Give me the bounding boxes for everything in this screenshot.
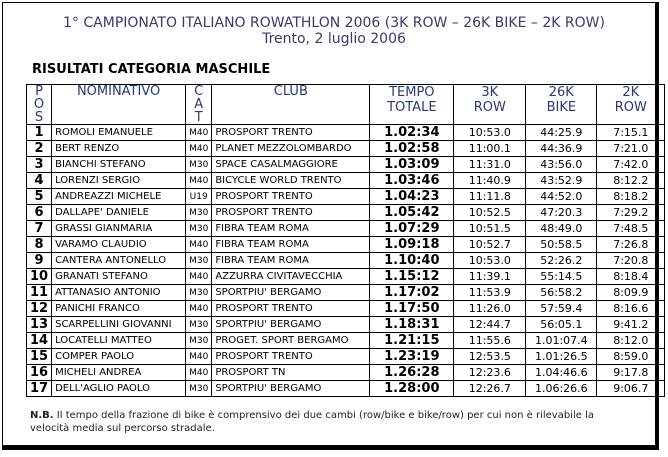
row-3k-cell: 10:53.0 [454,253,526,269]
row-3k-cell: 12:53.5 [454,349,526,365]
name-cell: BIANCHI STEFANO [52,157,186,173]
name-cell: BERT RENZO [52,141,186,157]
row-3k-cell: 12:26.7 [454,381,526,397]
row-2k-cell: 8:18.2 [597,189,665,205]
bike-26k-cell: 52:26.2 [526,253,597,269]
bike-26k-cell: 1.01:07.4 [526,333,597,349]
row-2k-cell: 7:26.8 [597,237,665,253]
position-cell: 6 [27,205,52,221]
header-cat: C A T [186,85,212,125]
position-cell: 14 [27,333,52,349]
name-cell: PANICHI FRANCO [52,301,186,317]
row-2k-cell: 7:21.0 [597,141,665,157]
name-cell: ROMOLI EMANUELE [52,125,186,141]
total-time-cell: 1.17:50 [370,301,454,317]
row-3k-cell: 10:52.7 [454,237,526,253]
name-cell: SCARPELLINI GIOVANNI [52,317,186,333]
table-row [27,141,665,157]
bike-26k-cell: 1.01:26.5 [526,349,597,365]
category-cell: M30 [186,317,212,333]
total-time-cell: 1.02:58 [370,141,454,157]
club-cell: BICYCLE WORLD TRENTO [212,173,370,189]
position-cell: 4 [27,173,52,189]
category-cell: U19 [186,189,212,205]
table-row [27,173,665,189]
total-time-cell: 1.21:15 [370,333,454,349]
row-3k-cell: 11:31.0 [454,157,526,173]
total-time-cell: 1.26:28 [370,365,454,381]
row-2k-cell: 7:29.2 [597,205,665,221]
category-cell: M30 [186,221,212,237]
club-cell: PROSPORT TRENTO [212,125,370,141]
table-row [27,365,665,381]
row-2k-cell: 9:17.8 [597,365,665,381]
results-table [26,84,665,397]
total-time-cell: 1.04:23 [370,189,454,205]
name-cell: VARAMO CLAUDIO [52,237,186,253]
club-cell: SPORTPIU' BERGAMO [212,317,370,333]
name-cell: MICHELI ANDREA [52,365,186,381]
category-cell: M40 [186,141,212,157]
position-cell: 17 [27,381,52,397]
total-time-cell: 1.07:29 [370,221,454,237]
position-cell: 12 [27,301,52,317]
row-3k-cell: 12:44.7 [454,317,526,333]
header-row2k: 2K ROW [597,85,665,125]
club-cell: SPACE CASALMAGGIORE [212,157,370,173]
header-row [27,85,665,125]
name-cell: DALLAPE' DANIELE [52,205,186,221]
position-cell: 7 [27,221,52,237]
name-cell: GRASSI GIANMARIA [52,221,186,237]
row-3k-cell: 10:52.5 [454,205,526,221]
footnote-text: Il tempo della frazione di bike è comprensivo dei due cambi (row/bike e bike/row) per cui non è rilevabile la velocità media sul percorso stradale. [30,410,594,434]
club-cell: FIBRA TEAM ROMA [212,221,370,237]
club-cell: PROSPORT TN [212,365,370,381]
row-3k-cell: 12:23.6 [454,365,526,381]
name-cell: CANTERA ANTONELLO [52,253,186,269]
position-cell: 1 [27,125,52,141]
name-cell: LORENZI SERGIO [52,173,186,189]
row-3k-cell: 11:00.1 [454,141,526,157]
club-cell: PLANET MEZZOLOMBARDO [212,141,370,157]
row-2k-cell: 9:06.7 [597,381,665,397]
row-2k-cell: 8:59.0 [597,349,665,365]
bike-26k-cell: 56:58.2 [526,285,597,301]
position-cell: 9 [27,253,52,269]
category-cell: M40 [186,269,212,285]
row-3k-cell: 10:51.5 [454,221,526,237]
row-2k-cell: 9:41.2 [597,317,665,333]
row-2k-cell: 8:16.6 [597,301,665,317]
club-cell: AZZURRA CIVITAVECCHIA [212,269,370,285]
bike-26k-cell: 1.06:26.6 [526,381,597,397]
row-2k-cell: 8:09.9 [597,285,665,301]
bike-26k-cell: 43:52.9 [526,173,597,189]
bike-26k-cell: 48:49.0 [526,221,597,237]
row-2k-cell: 8:18.4 [597,269,665,285]
page-subtitle: Trento, 2 luglio 2006 [262,31,406,47]
table-row [27,317,665,333]
position-cell: 11 [27,285,52,301]
table-row [27,349,665,365]
bike-26k-cell: 44:36.9 [526,141,597,157]
table-row [27,285,665,301]
category-cell: M30 [186,157,212,173]
header-name: NOMINATIVO [52,85,186,125]
name-cell: DELL'AGLIO PAOLO [52,381,186,397]
row-2k-cell: 7:20.8 [597,253,665,269]
position-cell: 8 [27,237,52,253]
category-cell: M40 [186,237,212,253]
table-row [27,237,665,253]
table-row [27,157,665,173]
total-time-cell: 1.05:42 [370,205,454,221]
position-cell: 13 [27,317,52,333]
total-time-cell: 1.18:31 [370,317,454,333]
position-cell: 2 [27,141,52,157]
table-row [27,269,665,285]
category-cell: M30 [186,333,212,349]
table-row [27,125,665,141]
row-2k-cell: 7:15.1 [597,125,665,141]
page-title: 1° CAMPIONATO ITALIANO ROWATHLON 2006 (3K ROW – 26K BIKE – 2K ROW) [63,15,605,31]
category-cell: M30 [186,381,212,397]
bike-26k-cell: 50:58.5 [526,237,597,253]
table-row [27,381,665,397]
bike-26k-cell: 44:52.0 [526,189,597,205]
table-row [27,253,665,269]
club-cell: PROGET. SPORT BERGAMO [212,333,370,349]
row-3k-cell: 11:39.1 [454,269,526,285]
name-cell: LOCATELLI MATTEO [52,333,186,349]
category-cell: M40 [186,173,212,189]
bike-26k-cell: 57:59.4 [526,301,597,317]
header-pos: P O S [27,85,52,125]
total-time-cell: 1.23:19 [370,349,454,365]
bike-26k-cell: 55:14.5 [526,269,597,285]
category-cell: M40 [186,365,212,381]
table-row [27,301,665,317]
total-time-cell: 1.10:40 [370,253,454,269]
table-row [27,333,665,349]
name-cell: ANDREAZZI MICHELE [52,189,186,205]
club-cell: PROSPORT TRENTO [212,301,370,317]
row-3k-cell: 10:53.0 [454,125,526,141]
total-time-cell: 1.28:00 [370,381,454,397]
bike-26k-cell: 44:25.9 [526,125,597,141]
position-cell: 10 [27,269,52,285]
club-cell: SPORTPIU' BERGAMO [212,381,370,397]
total-time-cell: 1.15:12 [370,269,454,285]
table-row [27,189,665,205]
total-time-cell: 1.03:46 [370,173,454,189]
club-cell: PROSPORT TRENTO [212,205,370,221]
category-cell: M30 [186,285,212,301]
total-time-cell: 1.02:34 [370,125,454,141]
bike-26k-cell: 56:05.1 [526,317,597,333]
total-time-cell: 1.09:18 [370,237,454,253]
category-cell: M30 [186,205,212,221]
header-club: CLUB [212,85,370,125]
table-row [27,205,665,221]
category-cell: M40 [186,349,212,365]
position-cell: 16 [27,365,52,381]
row-2k-cell: 8:12.0 [597,333,665,349]
results-body [27,125,665,397]
row-3k-cell: 11:26.0 [454,301,526,317]
club-cell: SPORTPIU' BERGAMO [212,285,370,301]
club-cell: PROSPORT TRENTO [212,189,370,205]
bike-26k-cell: 43:56.0 [526,157,597,173]
category-cell: M40 [186,125,212,141]
section-heading: RISULTATI CATEGORIA MASCHILE [32,62,271,77]
row-2k-cell: 7:42.0 [597,157,665,173]
category-cell: M40 [186,301,212,317]
row-3k-cell: 11:40.9 [454,173,526,189]
position-cell: 3 [27,157,52,173]
row-3k-cell: 11:11.8 [454,189,526,205]
position-cell: 5 [27,189,52,205]
total-time-cell: 1.17:02 [370,285,454,301]
row-2k-cell: 8:12.2 [597,173,665,189]
row-2k-cell: 7:48.5 [597,221,665,237]
row-3k-cell: 11:53.9 [454,285,526,301]
table-row [27,221,665,237]
club-cell: FIBRA TEAM ROMA [212,237,370,253]
name-cell: ATTANASIO ANTONIO [52,285,186,301]
category-cell: M30 [186,253,212,269]
total-time-cell: 1.03:09 [370,157,454,173]
club-cell: PROSPORT TRENTO [212,349,370,365]
header-row3k: 3K ROW [454,85,526,125]
footnote [30,409,630,435]
header-tempo: TEMPO TOTALE [370,85,454,125]
row-3k-cell: 11:55.6 [454,333,526,349]
club-cell: FIBRA TEAM ROMA [212,253,370,269]
name-cell: GRANATI STEFANO [52,269,186,285]
position-cell: 15 [27,349,52,365]
footnote-label: N.B. [30,410,54,421]
header-bike: 26K BIKE [526,85,597,125]
name-cell: COMPER PAOLO [52,349,186,365]
bike-26k-cell: 47:20.3 [526,205,597,221]
bike-26k-cell: 1.04:46.6 [526,365,597,381]
